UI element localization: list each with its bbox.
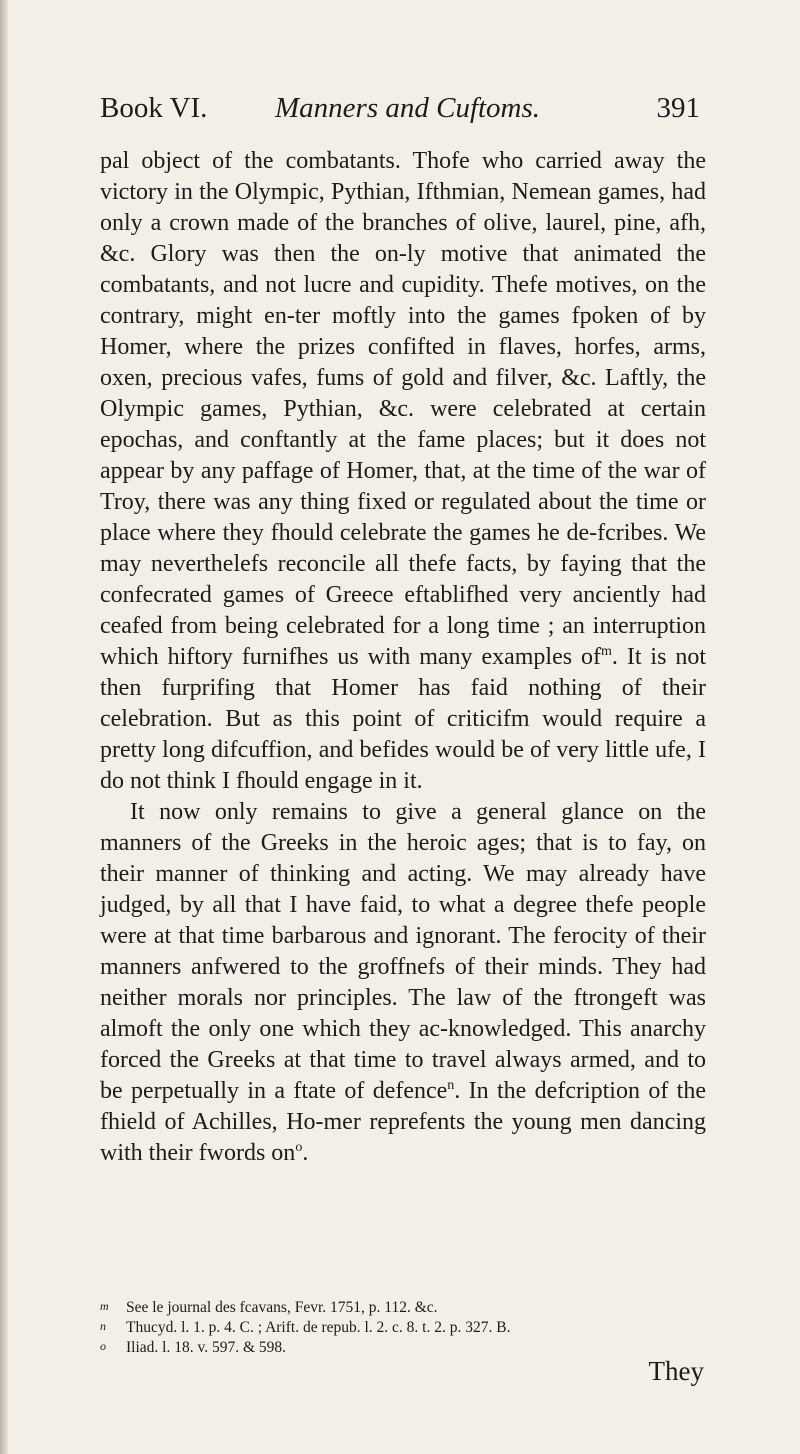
footnote: n Thucyd. l. 1. p. 4. C. ; Arift. de repub. l. 2. c. 8. t. 2. p. 327. B. — [100, 1318, 706, 1338]
footnotes — [100, 1298, 706, 1358]
catchword: They — [648, 1356, 704, 1386]
main-text — [100, 146, 706, 1169]
footnote: m See le journal des fcavans, Fevr. 1751, p. 112. &c. — [100, 1298, 706, 1318]
running-title: Manners and Cuftoms. — [275, 92, 541, 124]
paragraph: pal object of the combatants. Thofe who carried away the victory in the Olympic, Pythian, Ifthmian, Nemean games, had only a crown made of the branches of olive, laurel, pine, afh, &c. Glory was then the on-ly motive that animated the combatants, and not lucre and cupidity. Thefe motives, on the contrary, might en-ter moftly into the games fpoken of by Homer, where the prizes confifted in flaves, horfes, arms, oxen, precious vafes, fums of gold and filver, &c. Laftly, the Olympic games, Pythian, &c. were celebrated at certain epochas, and conftantly at the fame places; but it does not appear by any paffage of Homer, that, at the time of the war of Troy, there was any thing fixed or regulated about the time or place where they fhould celebrate the games he de-fcribes. We may neverthelefs reconcile all thefe facts, by faying that the confecrated games of Greece eftablifhed very anciently had ceafed from being celebrated for a long time ; an interruption which hiftory furnifhes us with many examples $of^m$. It is not then furprifing that Homer has faid nothing of their celebration. But as this point of criticifm would require a pretty long difcuffion, and befides would be of very little ufe, I do not think I fhould engage in it. — [100, 148, 707, 794]
footnote-ref: n — [447, 1078, 455, 1093]
footnote-marker: m — [100, 1299, 109, 1313]
running-header — [100, 92, 700, 132]
paragraph: It now only remains to give a general glance on the manners of the Greeks in the heroic ages; that is to fay, on their manner of thinking and acting. We may already have judged, by all that I have faid, to what a degree thefe people were at that time barbarous and ignorant. The ferocity of their manners anfwered to the groffnefs of their minds. They had neither morals nor principles. The law of the ftrongeft was almoft the only one which they ac-knowledged. This anarchy forced the Greeks at that time to travel always armed, and to be perpetually in a ftate of defence$^n$. In the defcription of the fhield of Achilles, Ho-mer reprefents the young men dancing with their fwords $on^o$. — [100, 799, 706, 1166]
footnote-ref: o — [295, 1140, 303, 1155]
page-number: 391 — [656, 92, 700, 124]
footnote-ref: m — [601, 644, 612, 659]
footnote: o Iliad. l. 18. v. 597. & 598. — [100, 1338, 706, 1358]
footnote-marker: o — [100, 1339, 106, 1353]
page-spine-shadow — [0, 0, 8, 1454]
footnote-marker: n — [100, 1319, 106, 1333]
book-number: Book VI. — [100, 92, 208, 124]
